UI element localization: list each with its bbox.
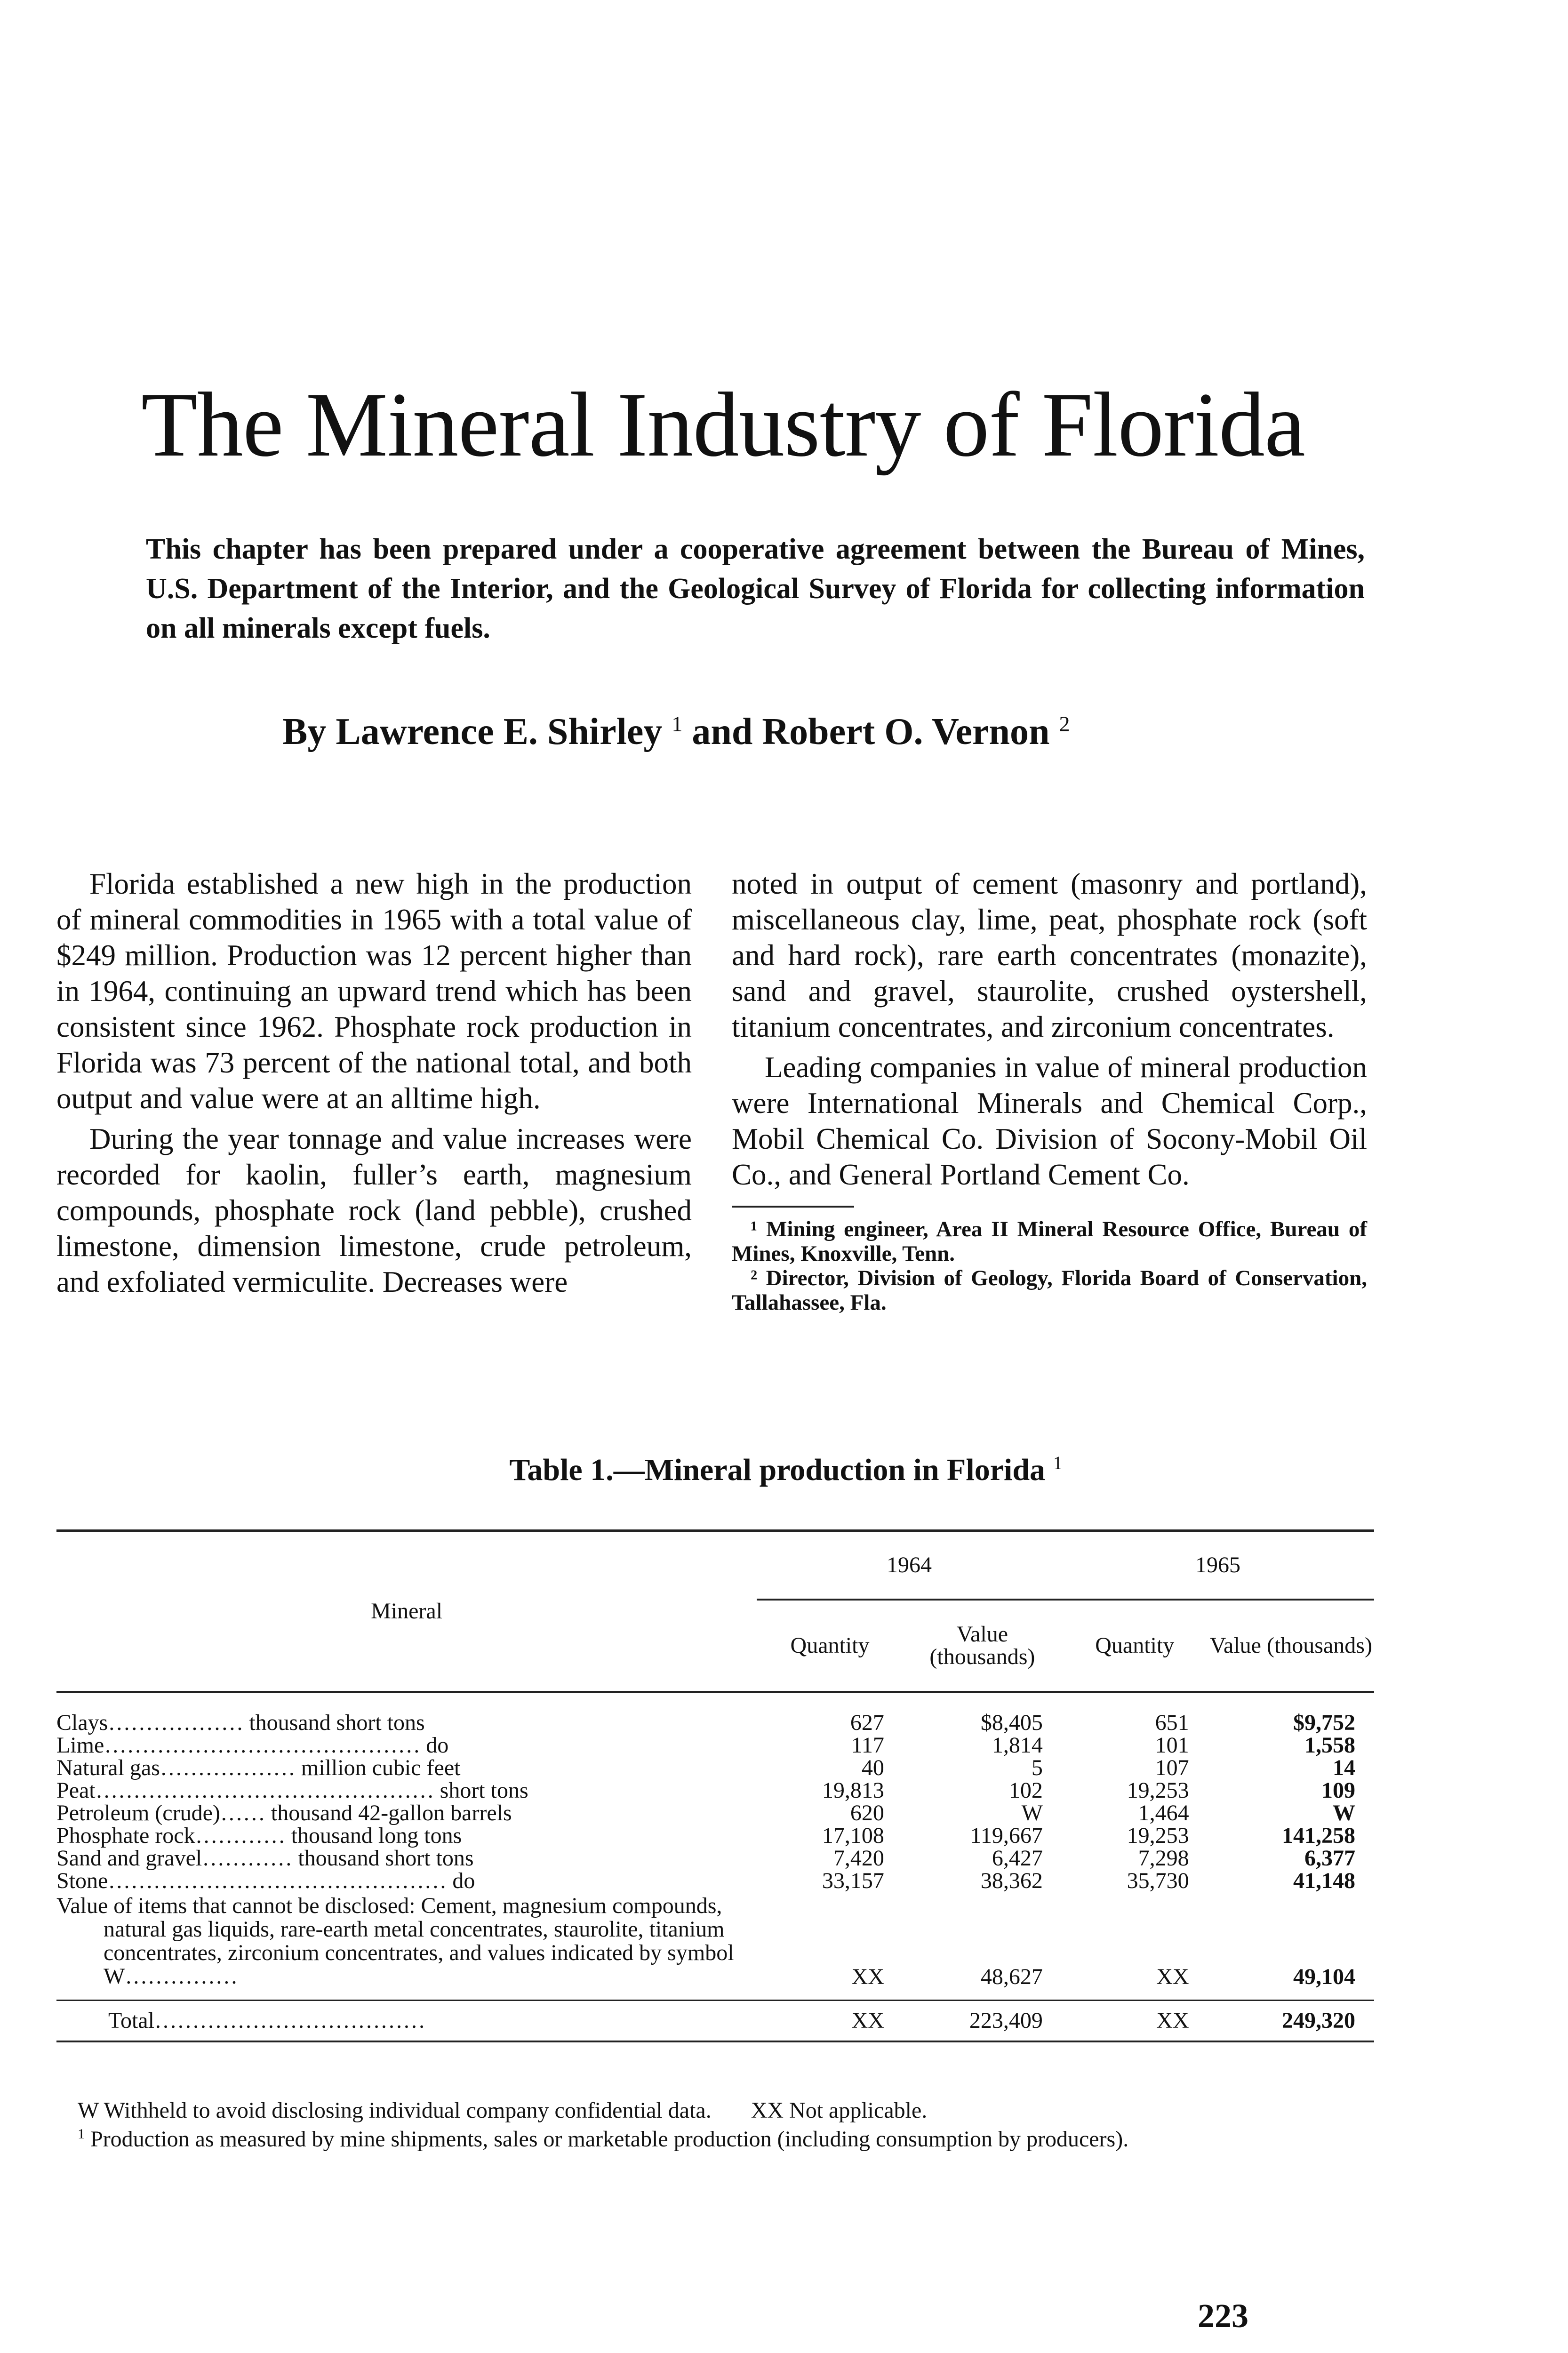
- row-quantity-1964: 620: [850, 1801, 884, 1825]
- row-unit: thousand short tons: [249, 1710, 425, 1735]
- table-row-undisclosed: [56, 1892, 1374, 2001]
- body-paragraph-1: Florida established a new high in the production of mineral commodities in 1965 with a total value of $249 million. Production was 12 percent higher than in 1964, continuing an upward trend which has been consistent since 1962. Phosphate rock production in Florida was 73 percent of the national total, and both output and value were at an alltime high.: [56, 867, 692, 1115]
- row-unit: thousand 42-gallon barrels: [271, 1801, 512, 1825]
- body-paragraph-2: During the year tonnage and value increases were recorded for kaolin, fuller’s earth, magnesium compounds, phosphate rock (land pebble), crushed limestone, dimension limestone, crude petroleum, and exfoliated vermiculite. Decreases were: [56, 1122, 692, 1298]
- row-quantity-1964: 627: [850, 1710, 884, 1735]
- row-name: Stone: [56, 1868, 108, 1893]
- row-value-1965: 1,558: [1304, 1733, 1355, 1758]
- row-value-1965: 41,148: [1293, 1868, 1355, 1893]
- legend-footnote: [78, 2122, 1376, 2151]
- author-1: By Lawrence E. Shirley: [282, 711, 663, 752]
- author-1-ref: 1: [672, 712, 683, 736]
- row-quantity-1965: 1,464: [1138, 1801, 1189, 1825]
- row-name: Natural gas: [56, 1755, 160, 1780]
- page-number: 223: [1198, 2297, 1248, 2335]
- row-quantity-1965: XX: [1062, 2001, 1208, 2042]
- row-unit: short tons: [440, 1778, 528, 1803]
- row-quantity-1964: XX: [757, 2001, 903, 2042]
- row-value-1965: 109: [1321, 1778, 1355, 1803]
- row-quantity-1965: XX: [1156, 1964, 1189, 1989]
- row-total-label: Total………………………………: [56, 2001, 757, 2042]
- row-name: Phosphate rock: [56, 1823, 195, 1848]
- quantity-1964-header: Quantity: [757, 1600, 903, 1692]
- row-mineral: Lime…………………………………… do: [56, 1733, 449, 1758]
- legend-line-1: [78, 2099, 1376, 2122]
- row-quantity-1964: 33,157: [822, 1868, 884, 1893]
- table-header-years: [56, 1531, 1374, 1600]
- row-unit: million cubic feet: [301, 1755, 461, 1780]
- table-row: [56, 1757, 1374, 1779]
- row-name: Lime: [56, 1733, 104, 1758]
- row-value-1964: 48,627: [980, 1964, 1043, 1989]
- row-quantity-1964: 17,108: [822, 1823, 884, 1848]
- row-value-1964: 38,362: [980, 1868, 1043, 1893]
- footnote-1: ¹ Mining engineer, Area II Mineral Resource Office, Bureau of Mines, Knoxville, Tenn.: [732, 1217, 1367, 1266]
- table-title: [56, 1452, 1515, 1488]
- row-value-1965: 141,258: [1282, 1823, 1355, 1848]
- table-row: [56, 1870, 1374, 1892]
- quantity-1965-header: Quantity: [1062, 1600, 1208, 1692]
- row-name: Value of items that cannot be disclosed: Cement, magnesium compounds, natural gas liquids, rare-earth metal concentrates, staurolite, titanium concentrates, zirconium concentrates, and values indicated by symbol W: [56, 1893, 734, 1989]
- row-value-1964: 6,427: [992, 1846, 1043, 1871]
- row-quantity-1965: 7,298: [1138, 1846, 1189, 1871]
- table-row: [56, 1734, 1374, 1757]
- row-mineral: Natural gas……………… million cubic feet: [56, 1755, 461, 1780]
- row-value-1965: $9,752: [1293, 1710, 1355, 1735]
- row-value-1964: 5: [1031, 1755, 1043, 1780]
- value-1965-header: Value (thousands): [1208, 1600, 1374, 1692]
- row-name: Peat: [56, 1778, 96, 1803]
- year-1964-header: 1964: [757, 1531, 1062, 1600]
- row-unit: do: [452, 1868, 475, 1893]
- row-quantity-1965: 35,730: [1127, 1868, 1189, 1893]
- row-mineral: Stone……………………………………… do: [56, 1868, 475, 1893]
- row-value-1964: 1,814: [992, 1733, 1043, 1758]
- row-value-1964: $8,405: [980, 1710, 1043, 1735]
- row-name: Petroleum (crude): [56, 1801, 220, 1825]
- row-name: Total: [108, 2008, 154, 2033]
- row-quantity-1965: 651: [1155, 1710, 1189, 1735]
- row-mineral: Sand and gravel………… thousand short tons: [56, 1846, 474, 1871]
- footnote-rule: [732, 1206, 854, 1208]
- legend-w-note: W Withheld to avoid disclosing individual company confidential data.: [78, 2098, 712, 2123]
- row-value-1965: 14: [1333, 1755, 1355, 1780]
- row-name: Clays: [56, 1710, 108, 1735]
- legend-footnote-text: Production as measured by mine shipments, sales or marketable production (including consumption by producers).: [90, 2127, 1129, 2152]
- row-unit: do: [426, 1733, 449, 1758]
- mineral-header: Mineral: [56, 1531, 757, 1692]
- production-table-container: [56, 1529, 1374, 2042]
- row-unit: thousand long tons: [291, 1823, 462, 1848]
- row-quantity-1965: 107: [1155, 1755, 1189, 1780]
- author-2-ref: 2: [1059, 712, 1070, 736]
- row-value-1965: 249,320: [1208, 2001, 1374, 2042]
- table-row: [56, 1692, 1374, 1734]
- byline: [282, 711, 1271, 753]
- row-value-1965: 49,104: [1293, 1964, 1355, 1989]
- row-quantity-1964: 7,420: [833, 1846, 884, 1871]
- row-quantity-1964: XX: [851, 1964, 884, 1989]
- table-row: [56, 1825, 1374, 1847]
- row-value-1964: 119,667: [970, 1823, 1043, 1848]
- right-column: [732, 866, 1367, 1315]
- row-unit: thousand short tons: [298, 1846, 474, 1871]
- row-mineral: Clays……………… thousand short tons: [56, 1710, 425, 1735]
- row-mineral: Petroleum (crude)…… thousand 42-gallon barrels: [56, 1801, 512, 1825]
- table-title-ref: 1: [1053, 1452, 1063, 1473]
- table-title-text: Table 1.—Mineral production in Florida: [509, 1453, 1046, 1487]
- row-quantity-1964: 19,813: [822, 1778, 884, 1803]
- row-quantity-1964: 117: [851, 1733, 884, 1758]
- left-column: [56, 866, 692, 1305]
- row-undisclosed-label: Value of items that cannot be disclosed: Cement, magnesium compounds, natural gas liquids, rare-earth metal concentrates, staurolite, titanium concentrates, zirconium concentrates, and values indicated by symbol W……………: [56, 1893, 734, 1989]
- row-value-1964: 223,409: [903, 2001, 1062, 2042]
- year-1965-header: 1965: [1062, 1531, 1374, 1600]
- table-row: [56, 1847, 1374, 1870]
- row-quantity-1964: 40: [861, 1755, 884, 1780]
- row-value-1965: 6,377: [1304, 1846, 1355, 1871]
- table-row: [56, 1779, 1374, 1802]
- body-paragraph-3: noted in output of cement (masonry and portland), miscellaneous clay, lime, peat, phosphate rock (soft and hard rock), rare earth concentrates (monazite), sand and gravel, staurolite, crushed oystershell, titanium concentrates, and zirconium concentrates.: [732, 867, 1367, 1043]
- production-table: [56, 1529, 1374, 2042]
- footnote-2: ² Director, Division of Geology, Florida Board of Conservation, Tallahassee, Fla.: [732, 1266, 1367, 1315]
- row-value-1964: W: [1021, 1801, 1043, 1825]
- row-mineral: Peat……………………………………… short tons: [56, 1778, 528, 1803]
- row-mineral: Phosphate rock………… thousand long tons: [56, 1823, 462, 1848]
- value-1964-header: Value (thousands): [903, 1600, 1062, 1692]
- table-row-total: [56, 2001, 1374, 2042]
- table-row: [56, 1802, 1374, 1825]
- author-2: and Robert O. Vernon: [692, 711, 1050, 752]
- row-name: Sand and gravel: [56, 1846, 202, 1871]
- body-paragraph-4: Leading companies in value of mineral production were International Minerals and Chemical Corp., Mobil Chemical Co. Division of Socony-Mobil Oil Co., and General Portland Cement Co.: [732, 1051, 1367, 1191]
- row-quantity-1965: 19,253: [1127, 1823, 1189, 1848]
- row-quantity-1965: 101: [1155, 1733, 1189, 1758]
- legend-footnote-ref: 1: [78, 2126, 85, 2142]
- page-title: The Mineral Industry of Florida: [141, 374, 1305, 476]
- footnotes: [732, 1217, 1367, 1315]
- intro-paragraph: This chapter has been prepared under a cooperative agreement between the Bureau of Mines, U.S. Department of the Interior, and the Geological Survey of Florida for collecting information on all minerals except fuels.: [146, 533, 1365, 644]
- row-quantity-1965: 19,253: [1127, 1778, 1189, 1803]
- legend-xx-note: XX Not applicable.: [751, 2098, 928, 2123]
- row-value-1965: W: [1333, 1801, 1355, 1825]
- table-legend: [78, 2099, 1376, 2151]
- row-value-1964: 102: [1008, 1778, 1043, 1803]
